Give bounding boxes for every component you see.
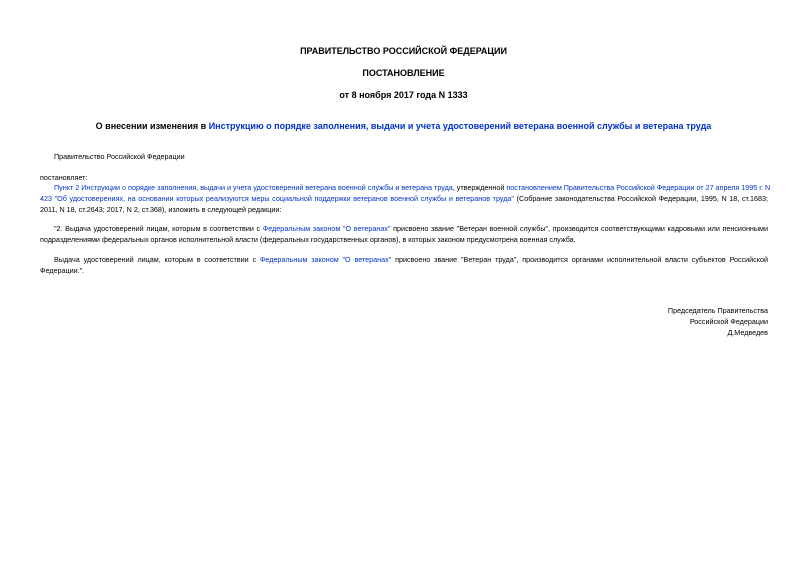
paragraph-3 [40,254,768,276]
paragraph-1-text-3: 2011, N 18, ст.2643; 2017, N 2, ст.368), изложить в следующей редакции: [40,205,282,214]
veterans-law-link-1[interactable]: Федеральным законом "О ветеранах" [262,224,391,233]
paragraph-3-text-2: присвоено звание "Ветеран труда", производится органами исполнительной власти субъектов Российской [391,255,768,264]
signature-title: Председатель Правительства [667,306,768,315]
title-prefix: О внесении изменения в [95,121,209,131]
resolution-link-part-2[interactable]: 423 "Об удостоверениях, на основании которых реализуются меры социальной поддержки ветеранов военной службы и ветеранов труда" [40,194,514,203]
paragraph-2 [40,223,768,245]
intro-text: Правительство Российской Федерации [54,152,185,161]
paragraph-3-text-3: Федерации.". [40,266,85,275]
decree-text: постановляет: [40,173,88,182]
paragraph-2-text-1: "2. Выдача удостоверений лицам, которым в соответствии с [54,224,263,233]
paragraph-1 [40,182,771,215]
signature-name: Д.Медведев [727,328,768,337]
paragraph-1-text-1: , утвержденной [452,183,507,192]
paragraph-2-text-3: подразделениями федеральных органов исполнительной власти (федеральных государственных органов), в которых законом предусмотрена военная служба. [40,235,576,244]
veterans-law-link-2[interactable]: Федеральным законом "О ветеранах" [259,255,392,264]
government-heading: ПРАВИТЕЛЬСТВО РОССИЙСКОЙ ФЕДЕРАЦИИ [300,46,507,56]
document-title [0,121,807,132]
paragraph-1-text-2: (Собрание законодательства Российской Федерации, 1995, N 18, ст.1683; [513,194,768,203]
paragraph-3-text-1: Выдача удостоверений лицам, которым в соответствии с [54,255,260,264]
signature-country: Российской Федерации [689,317,768,326]
paragraph-2-text-2: присвоено звание "Ветеран военной службы", производится соответствующими кадровыми или пенсионными [390,224,769,233]
document-type-heading: ПОСТАНОВЛЕНИЕ [362,68,445,78]
document-date-number: от 8 ноября 2017 года N 1333 [339,90,468,100]
instruction-point-2-link[interactable]: Пункт 2 Инструкции о порядке заполнения, выдачи и учета удостоверений ветерана военной службы и ветерана труда [54,183,453,192]
title-instruction-link[interactable]: Инструкцию о порядке заполнения, выдачи и учета удостоверений ветерана военной службы и ветерана труда [208,121,712,131]
resolution-link-part-1[interactable]: постановлением Правительства Российской Федерации от 27 апреля 1995 г. N [506,183,771,192]
